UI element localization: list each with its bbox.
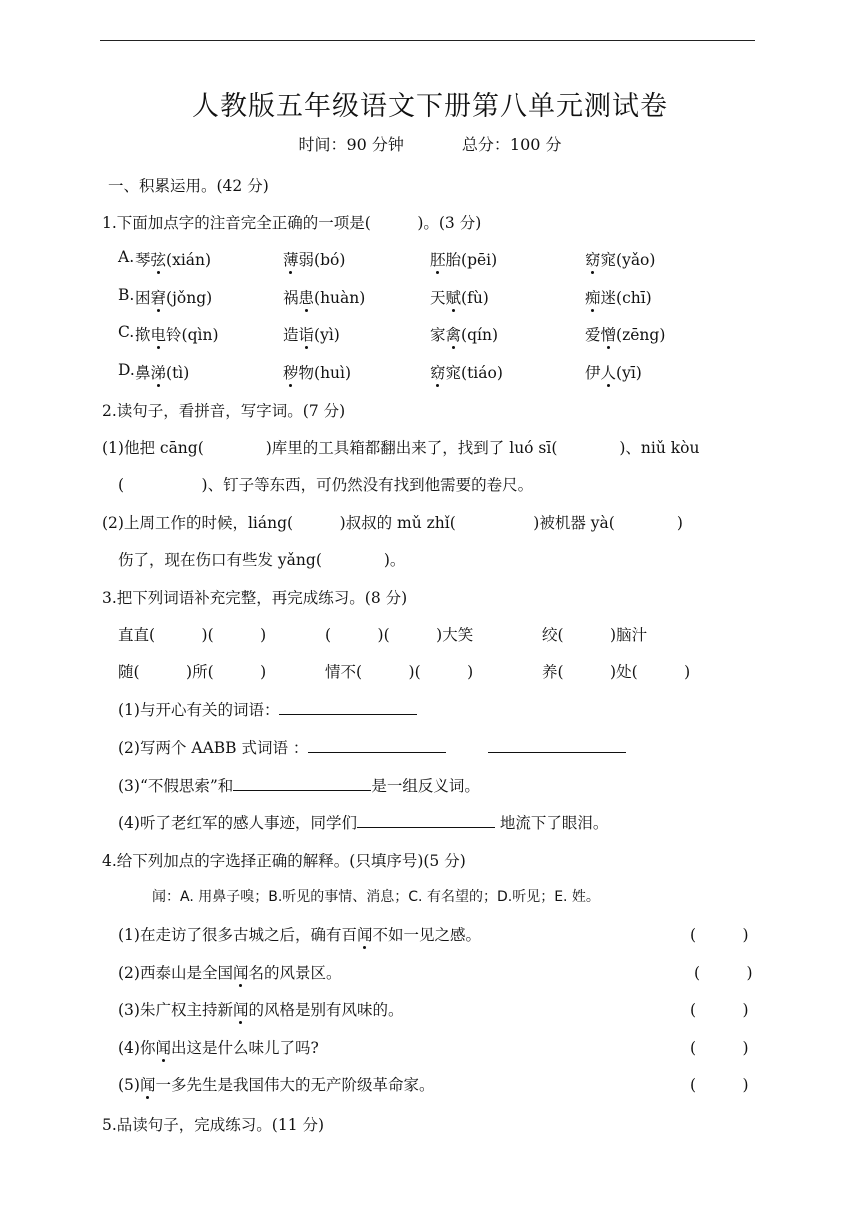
- word-part: 家: [430, 326, 446, 344]
- q3-part4: [118, 811, 608, 833]
- q1-option-word: [430, 361, 503, 383]
- q4-sentence: [118, 1036, 319, 1058]
- dotted-char: 人: [600, 364, 617, 382]
- page-title: 人教版五年级语文下册第八单元测试卷: [192, 91, 668, 122]
- q3-part2: [118, 736, 626, 758]
- q1-option-word: [283, 248, 345, 270]
- dotted-char: 涕: [150, 364, 167, 382]
- sentence-part: 出这是什么味儿了吗?: [170, 1039, 319, 1057]
- q2-line4: 伤了，现在伤口有些发 yǎng( )。: [118, 551, 406, 569]
- word-part: 窕(yǎo): [600, 251, 656, 269]
- q3-stem: 3.把下列词语补充完整，再完成练习。(8 分): [102, 589, 408, 607]
- word-part: 鼻: [135, 364, 151, 382]
- word-part: (yī): [616, 364, 642, 382]
- option-label: B.: [118, 286, 135, 304]
- q3-part4-tail: 地流下了眼泪。: [494, 814, 609, 832]
- q1-stem: 1.下面加点字的注音完全正确的一项是( )。(3 分): [102, 214, 482, 232]
- q1-option-word: [283, 361, 351, 383]
- answer-blank[interactable]: [488, 738, 626, 753]
- dotted-char: 闻: [232, 964, 249, 982]
- q5-stem: 5.品读句子，完成练习。(11 分): [102, 1116, 325, 1134]
- sentence-part: (1)在走访了很多古城之后，确有百: [118, 926, 357, 944]
- q3-word-6: 养( )处( ): [542, 663, 691, 681]
- answer-parentheses[interactable]: ( ): [694, 964, 753, 982]
- sentence-part: 名的风景区。: [248, 964, 342, 982]
- sentence-part: 的风格是别有风味的。: [248, 1001, 404, 1019]
- q1-option-word: [430, 248, 497, 270]
- word-part: 窕(tiáo): [445, 364, 503, 382]
- dotted-char: 窈: [585, 251, 601, 269]
- exam-info: [0, 132, 860, 155]
- time-limit: 时间：90 分钟: [298, 135, 404, 154]
- word-part: (yì): [314, 326, 340, 344]
- q4-stem: 4.给下列加点的字选择正确的解释。(只填序号)(5 分): [102, 852, 466, 870]
- word-part: 造: [283, 326, 299, 344]
- answer-parentheses[interactable]: ( ): [690, 1076, 749, 1094]
- q4-sentence: [118, 1073, 435, 1095]
- q3-part3-text: (3)“不假思索”和: [118, 777, 234, 795]
- q1-option-word: [585, 286, 652, 308]
- q3-word-1: 直直( )( ): [118, 626, 267, 644]
- word-part: 揿: [135, 326, 151, 344]
- option-label: C.: [118, 323, 135, 341]
- dotted-char: 诣: [298, 326, 315, 344]
- q4-sentence: [118, 961, 342, 983]
- q3-part3: [118, 774, 480, 796]
- q3-part1: [118, 698, 417, 720]
- word-part: 铃(qìn): [166, 326, 219, 344]
- word-part: (fù): [461, 289, 489, 307]
- answer-parentheses[interactable]: ( ): [690, 926, 749, 944]
- q4-definitions: 闻：A. 用鼻子嗅；B.听见的事情、消息；C. 有名望的；D.听见；E. 姓。: [152, 889, 600, 905]
- dotted-char: 痴: [585, 289, 601, 307]
- answer-parentheses[interactable]: ( ): [690, 1001, 749, 1019]
- dotted-char: 胚: [430, 251, 446, 269]
- q1-option-word: [135, 248, 211, 270]
- dotted-char: 闻: [155, 1039, 171, 1057]
- word-part: 伊: [585, 364, 601, 382]
- q1-option-word: [135, 323, 219, 345]
- total-score: 总分：100 分: [461, 135, 562, 154]
- q1-option-word: [585, 248, 655, 270]
- dotted-char: 薄: [283, 251, 299, 269]
- dotted-char: 闻: [139, 1076, 156, 1094]
- sentence-part: (2)西泰山是全国: [118, 964, 233, 982]
- word-part: 困: [135, 289, 151, 307]
- q1-option-word: [430, 286, 489, 308]
- answer-blank[interactable]: [357, 813, 495, 828]
- dotted-char: 赋: [445, 289, 462, 307]
- q2-line2: ( )、钉子等东西，可仍然没有找到他需要的卷尺。: [118, 476, 534, 494]
- word-part: (zēng): [616, 326, 666, 344]
- dotted-char: 弦: [150, 251, 167, 269]
- q3-part3-tail: 是一组反义词。: [371, 777, 480, 795]
- word-part: (tì): [166, 364, 190, 382]
- q1-option-word: [430, 323, 498, 345]
- answer-blank[interactable]: [233, 776, 371, 791]
- dotted-char: 憎: [600, 326, 617, 344]
- answer-blank[interactable]: [308, 738, 446, 753]
- word-part: 迷(chī): [600, 289, 652, 307]
- q4-sentence: [118, 998, 404, 1020]
- word-part: (xián): [166, 251, 212, 269]
- q3-part1-text: (1)与开心有关的词语：: [118, 701, 280, 719]
- q2-stem: 2.读句子，看拼音，写字词。(7 分): [102, 402, 346, 420]
- dotted-char: 秽: [283, 364, 299, 382]
- dotted-char: 闻: [232, 1001, 249, 1019]
- sentence-part: (4)你: [118, 1039, 156, 1057]
- q3-word-5: 情不( )( ): [325, 663, 474, 681]
- q1-option-word: [135, 286, 212, 308]
- q3-word-2: ( )( )大笑: [325, 626, 474, 644]
- section1-heading: 一、积累运用。(42 分): [108, 177, 269, 195]
- q3-part4-text: (4)听了老红军的感人事迹，同学们: [118, 814, 357, 832]
- sentence-part: 不如一见之感。: [372, 926, 481, 944]
- sentence-part: (5): [118, 1076, 140, 1094]
- q3-word-3: 绞( )脑汁: [542, 626, 648, 644]
- option-label: D.: [118, 361, 135, 379]
- word-part: 物(huì): [298, 364, 352, 382]
- q4-sentence: [118, 923, 481, 945]
- word-part: (huàn): [314, 289, 366, 307]
- q2-line3: (2)上周工作的时候，liáng( )叔叔的 mǔ zhǐ( )被机器 yà( ): [102, 514, 683, 532]
- word-part: 弱(bó): [298, 251, 346, 269]
- q1-option-word: [135, 361, 189, 383]
- q1-option-word: [283, 286, 365, 308]
- sentence-part: 一多先生是我国伟大的无产阶级革命家。: [155, 1076, 435, 1094]
- answer-parentheses[interactable]: ( ): [690, 1039, 749, 1057]
- word-part: 胎(pēi): [445, 251, 498, 269]
- q1-option-word: [283, 323, 340, 345]
- q1-option-word: [585, 323, 665, 345]
- option-label: A.: [118, 248, 135, 266]
- q2-line1: (1)他把 cāng( )库里的工具箱都翻出来了，找到了 luó sī( )、niǔ kòu: [102, 439, 700, 457]
- answer-blank[interactable]: [279, 700, 417, 715]
- top-rule: [100, 40, 755, 41]
- dotted-char: 窈: [430, 364, 446, 382]
- dotted-char: 窘: [150, 289, 167, 307]
- q1-option-word: [585, 361, 642, 383]
- word-part: 琴: [135, 251, 151, 269]
- dotted-char: 禽: [445, 326, 462, 344]
- word-part: 祸: [283, 289, 299, 307]
- word-part: (qín): [461, 326, 498, 344]
- word-part: (jǒng): [166, 289, 213, 307]
- word-part: 爱: [585, 326, 601, 344]
- q3-word-4: 随( )所( ): [118, 663, 267, 681]
- dotted-char: 闻: [356, 926, 373, 944]
- dotted-char: 患: [298, 289, 315, 307]
- word-part: 天: [430, 289, 446, 307]
- q3-part2-text: (2)写两个 AABB 式词语 ：: [118, 739, 309, 757]
- sentence-part: (3)朱广权主持新: [118, 1001, 233, 1019]
- dotted-char: 电: [150, 326, 167, 344]
